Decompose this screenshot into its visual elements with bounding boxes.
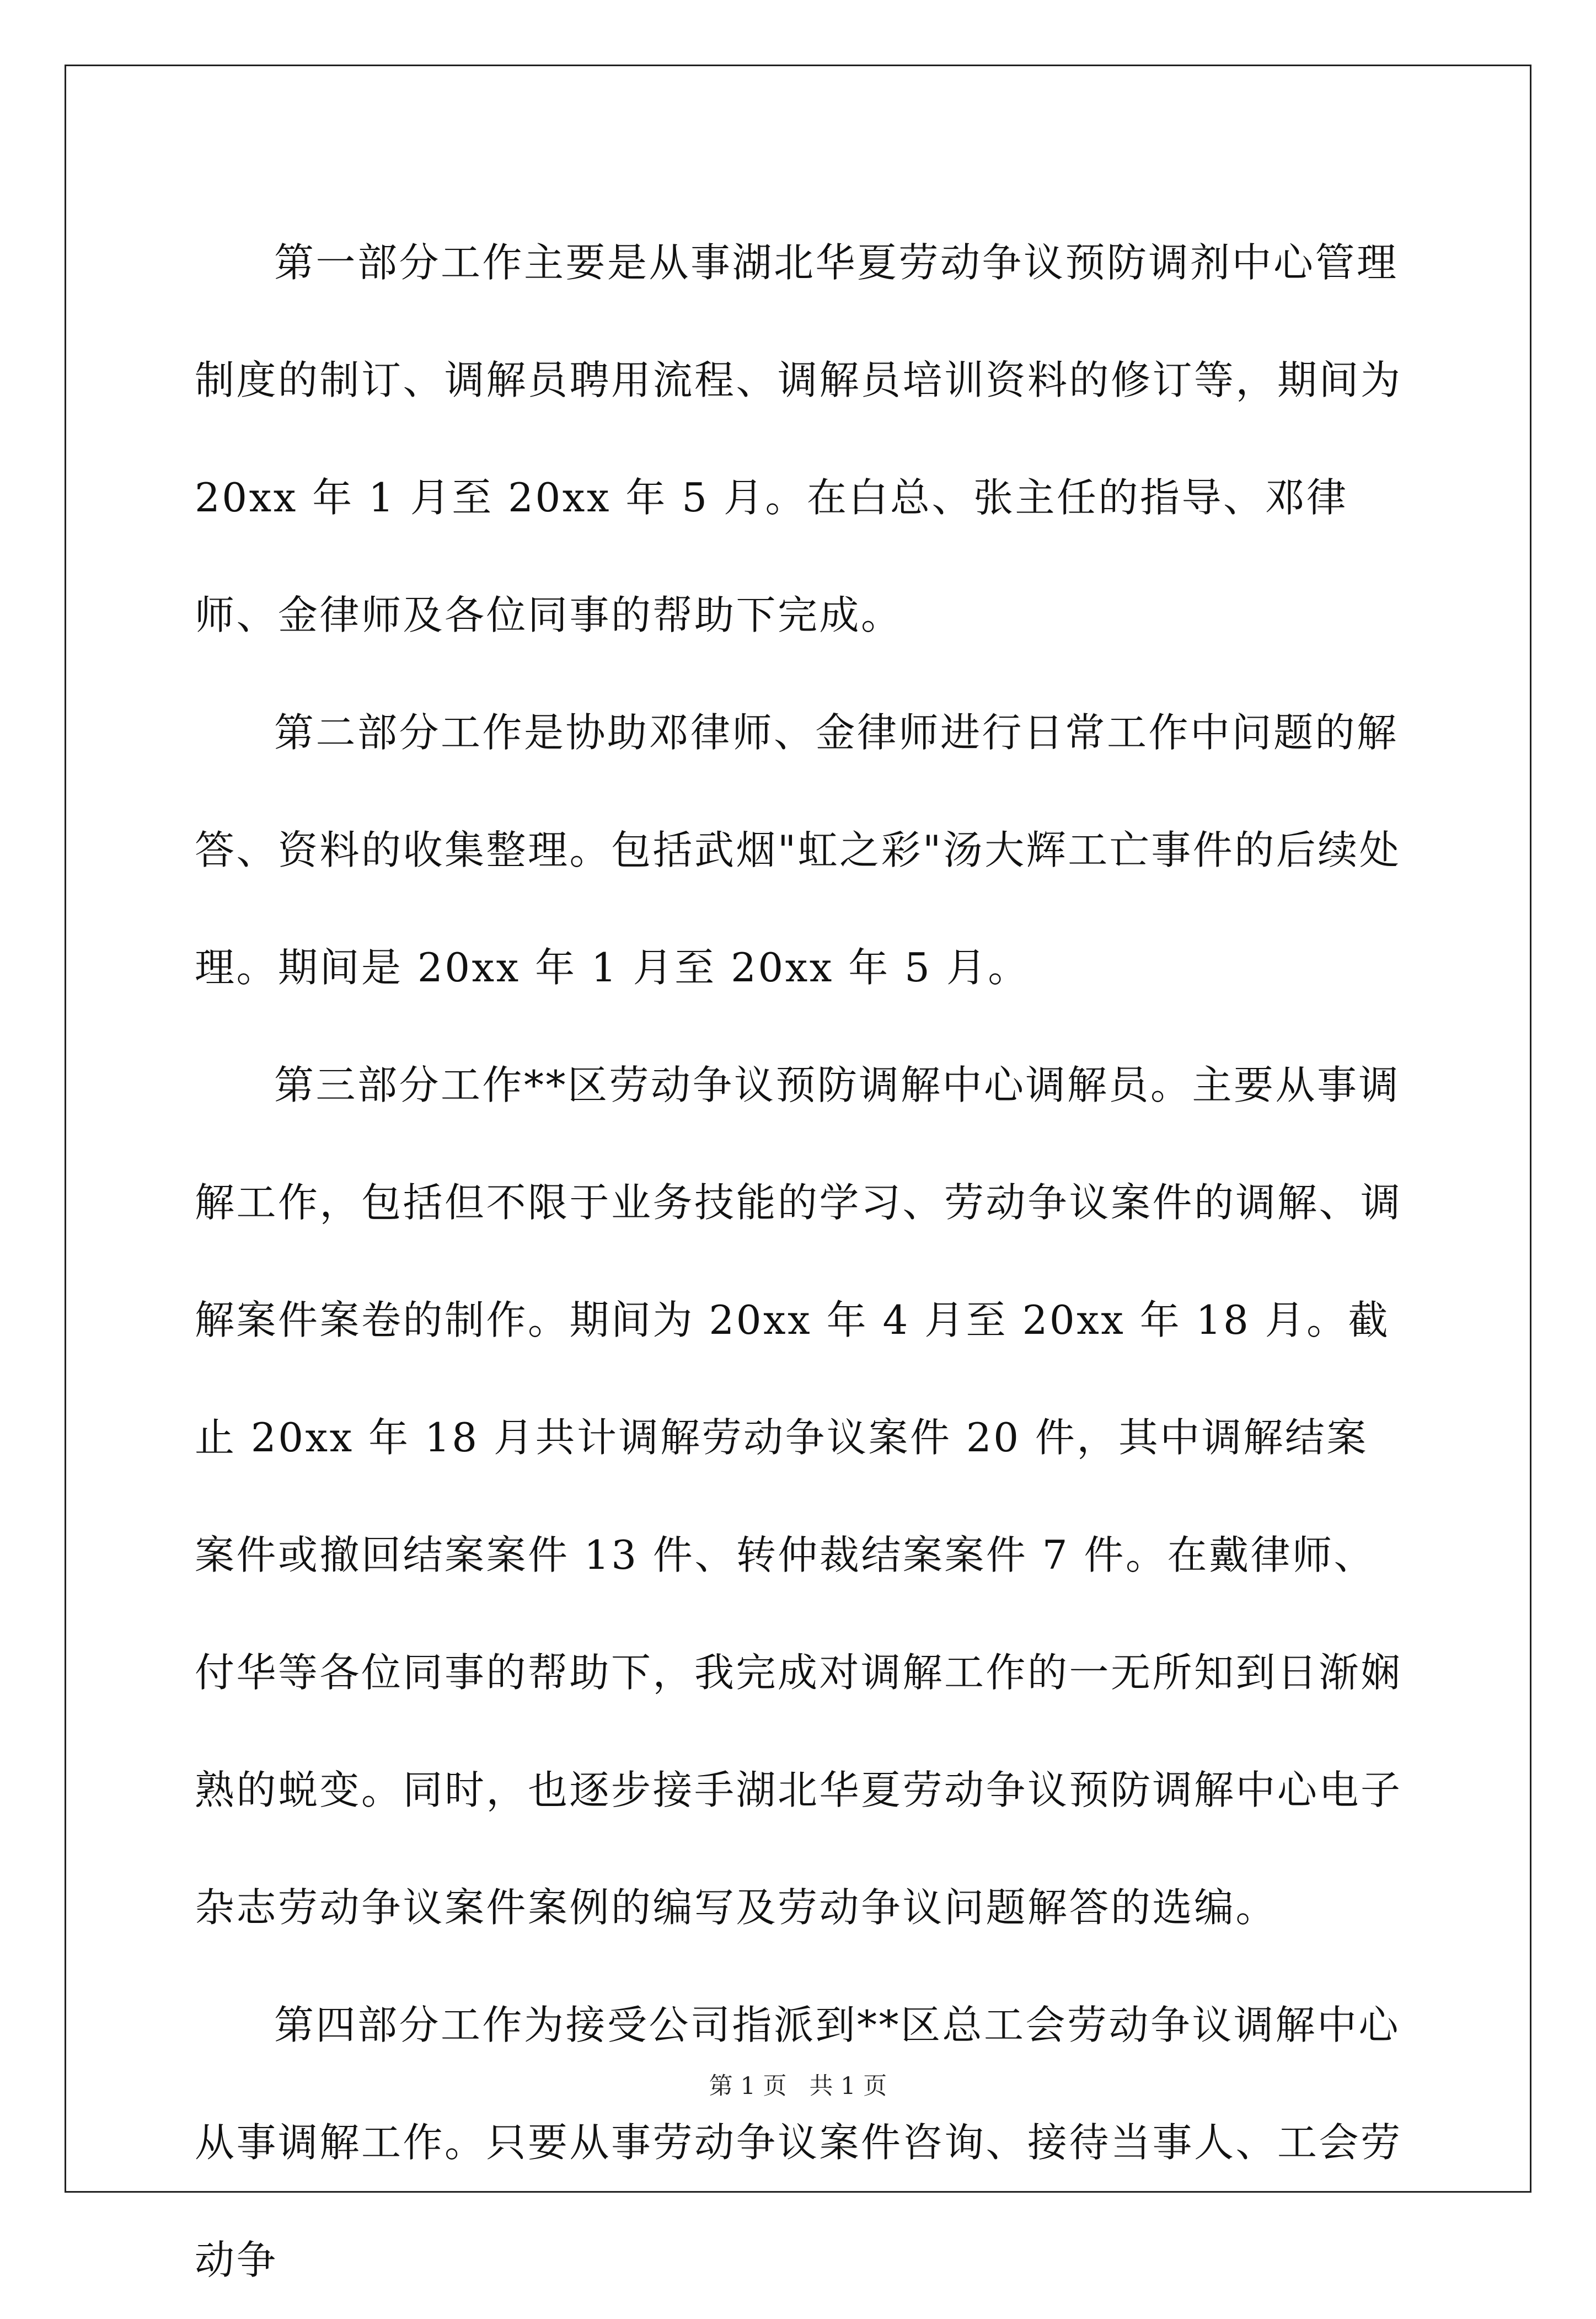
page-number-footer: 第 1 页 共 1 页 [709, 2072, 887, 2100]
document-body [195, 204, 1405, 2319]
paragraph-4: 第四部分工作为接受公司指派到**区总工会劳动争议调解中心从事调解工作。只要从事劳动争议案件咨询、接待当事人、工会劳动争 [195, 2002, 1402, 2283]
paragraph-1: 第一部分工作主要是从事湖北华夏劳动争议预防调剂中心管理制度的制订、调解员聘用流程、调解员培训资料的修订等，期间为 20xx 年 1 月至 20xx 年 5 月。在白总、张主任的指导、邓律师、金律师及各位同事的帮助下完成。 [195, 239, 1402, 638]
paragraph-3: 第三部分工作**区劳动争议预防调解中心调解员。主要从事调解工作，包括但不限于业务技能的学习、劳动争议案件的调解、调解案件案卷的制作。期间为 20xx 年 4 月至 20xx 年 18 月。截止 20xx 年 18 月共计调解劳动争议案件 20 件，其中调解结案案件或撤回结案案件 13 件、转仲裁结案案件 7 件。在戴律师、付华等各位同事的帮助下，我完成对调解工作的一无所知到日渐娴熟的蜕变。同时，也逐步接手湖北华夏劳动争议预防调解中心电子杂志劳动争议案件案例的编写及劳动争议问题解答的选编。 [195, 1062, 1402, 1931]
paragraph-2: 第二部分工作是协助邓律师、金律师进行日常工作中问题的解答、资料的收集整理。包括武烟"虹之彩"汤大辉工亡事件的后续处理。期间是 20xx 年 1 月至 20xx 年 5 月。 [195, 709, 1401, 991]
